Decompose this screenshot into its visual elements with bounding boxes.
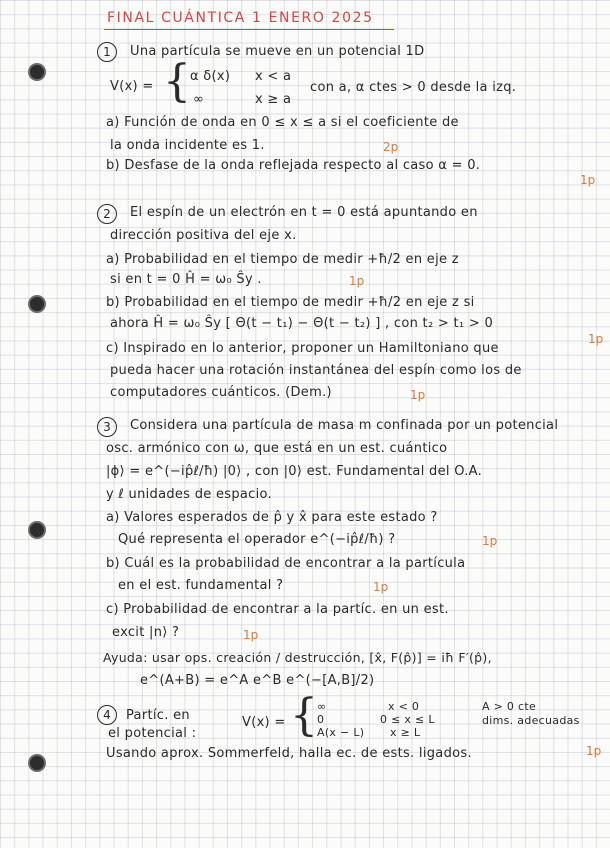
problem-3-part-a-line2: Qué representa el operador e^(−ip̂ℓ/ħ) ? — [118, 532, 396, 547]
problem-2-part-b-points: 1p — [588, 332, 604, 346]
page-title: FINAL CUÁNTICA 1 ENERO 2025 — [107, 10, 374, 26]
problem-4-case2-cond: 0 ≤ x ≤ L — [380, 713, 435, 726]
problem-3-intro-line2: osc. armónico con ω, que está en un est. cuántico — [106, 441, 448, 456]
problem-4-intro-line2: el potencial : — [108, 726, 197, 741]
problem-1-intro: Una partícula se mueve en un potencial 1D — [130, 44, 425, 59]
problem-1-part-b-points: 1p — [580, 173, 596, 187]
problem-2-part-b-line2: ahora Ĥ = ω₀ Ŝy [ Θ(t − t₁) − Θ(t − t₂) ] , con t₂ > t₁ > 0 — [110, 316, 494, 331]
problem-4-case1-cond: x < 0 — [388, 700, 420, 713]
problem-1-case1-cond: x < a — [255, 69, 292, 84]
binder-hole-4 — [30, 756, 44, 770]
problem-4-final-line: Usando aprox. Sommerfeld, halla ec. de ests. ligados. — [106, 746, 472, 761]
problem-2-part-a-line1: a) Probabilidad en el tiempo de medir +ħ/2 en eje z — [106, 252, 459, 267]
problem-1-part-a-points: 2p — [383, 140, 399, 154]
problem-3-part-b-points: 1p — [373, 580, 389, 594]
problem-2-part-c-points: 1p — [410, 388, 426, 402]
problem-4-case2-expr: 0 — [317, 713, 325, 726]
problem-1-brace: { — [163, 56, 191, 107]
problem-1-constants: con a, α ctes > 0 desde la izq. — [310, 80, 517, 95]
problem-3-part-c-line2: excit |n⟩ ? — [112, 625, 180, 640]
problem-2-number: 2 — [97, 204, 117, 224]
problem-4-final-points: 1p — [586, 744, 602, 758]
problem-3-part-c-line1: c) Probabilidad de encontrar a la partíc. en un est. — [106, 602, 449, 617]
problem-1-case2-cond: x ≥ a — [255, 92, 292, 107]
problem-3-part-b-line1: b) Cuál es la probabilidad de encontrar a la partícula — [106, 556, 466, 571]
problem-4-constants-line2: dims. adecuadas — [482, 714, 580, 727]
problem-3-part-a-points: 1p — [482, 534, 498, 548]
problem-2-part-c-line1: c) Inspirado en lo anterior, proponer un Hamiltoniano que — [106, 341, 499, 356]
problem-3-hint-line2: e^(A+B) = e^A e^B e^(−[A,B]/2) — [140, 673, 375, 688]
title-underline — [104, 29, 394, 30]
problem-4-constants-line1: A > 0 cte — [482, 700, 537, 713]
problem-3-part-b-line2: en el est. fundamental ? — [118, 578, 284, 593]
problem-3-part-a-line1: a) Valores esperados de p̂ y x̂ para este estado ? — [106, 510, 438, 525]
problem-2-part-a-points: 1p — [349, 274, 365, 288]
problem-1-potential-lhs: V(x) = — [110, 79, 154, 94]
problem-1-part-a-line2: la onda incidente es 1. — [110, 138, 265, 153]
problem-4-potential-lhs: V(x) = — [242, 715, 286, 730]
problem-4-case3-cond: x ≥ L — [390, 726, 421, 739]
problem-4-case1-expr: ∞ — [317, 700, 327, 713]
problem-1-part-a-line1: a) Función de onda en 0 ≤ x ≤ a si el coeficiente de — [106, 115, 459, 130]
problem-1-part-b: b) Desfase de la onda reflejada respecto al caso α = 0. — [106, 158, 481, 173]
problem-3-intro-line1: Considera una partícula de masa m confinada por un potencial — [130, 418, 559, 433]
problem-3-intro-line4: y ℓ unidades de espacio. — [106, 487, 272, 502]
problem-3-intro-line3: |ϕ⟩ = e^(−ip̂ℓ/ħ) |0⟩ , con |0⟩ est. Fundamental del O.A. — [106, 464, 483, 479]
problem-4-brace: { — [290, 690, 318, 741]
problem-4-intro-line1: Partíc. en — [126, 708, 190, 723]
problem-2-part-a-line2: si en t = 0 Ĥ = ω₀ Ŝy . — [110, 272, 262, 287]
problem-1-case2-expr: ∞ — [193, 92, 205, 107]
binder-hole-3 — [30, 523, 44, 537]
problem-4-number: 4 — [97, 705, 117, 725]
problem-2-intro-line2: dirección positiva del eje x. — [110, 228, 297, 243]
problem-2-part-c-line3: computadores cuánticos. (Dem.) — [110, 385, 332, 400]
problem-1-number: 1 — [97, 42, 117, 62]
problem-2-intro-line1: El espín de un electrón en t = 0 está apuntando en — [130, 205, 478, 220]
problem-2-part-c-line2: pueda hacer una rotación instantánea del espín como los de — [110, 363, 522, 378]
problem-4-case3-expr: A(x − L) — [317, 726, 365, 739]
problem-1-case1-expr: α δ(x) — [190, 69, 231, 84]
binder-hole-1 — [30, 65, 44, 79]
binder-hole-2 — [30, 297, 44, 311]
problem-3-hint-line1: Ayuda: usar ops. creación / destrucción, [x̂, F(p̂)] = iħ F′(p̂), — [103, 650, 492, 665]
problem-3-number: 3 — [97, 417, 117, 437]
problem-3-part-c-points: 1p — [243, 628, 259, 642]
problem-2-part-b-line1: b) Probabilidad en el tiempo de medir +ħ/2 en eje z si — [106, 295, 475, 310]
